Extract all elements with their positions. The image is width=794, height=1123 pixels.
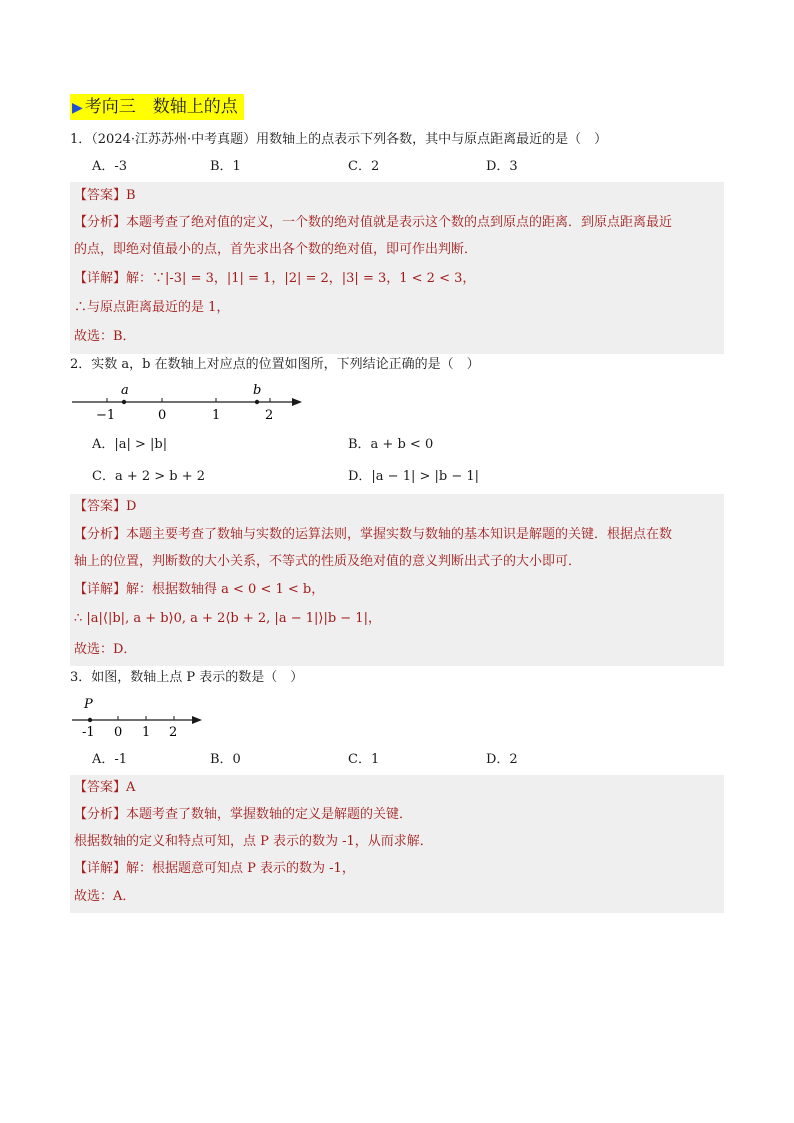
detail-text-3: 故选：D． xyxy=(74,642,137,657)
analysis-text: 本题考查了绝对值的定义，一个数的绝对值就是表示这个数的点到原点的距离．到原点距离最近 xyxy=(126,215,673,230)
analysis-text-cont: 轴上的位置，判断数的大小关系，不等式的性质及绝对值的意义判断出式子的大小即可． xyxy=(74,554,582,569)
tick-label-2: 2 xyxy=(169,725,178,738)
analysis-label: 【分析】 xyxy=(74,527,127,542)
answer-value: D xyxy=(126,499,137,514)
q3-number-line xyxy=(70,692,210,738)
tick-label-neg1: −1 xyxy=(96,408,116,423)
detail-label: 【详解】 xyxy=(74,271,127,286)
q3-option-d: D．2 xyxy=(486,752,518,767)
section-title-text: 考向三 数轴上的点 xyxy=(84,97,238,117)
q2-option-c: C．a + 2 > b + 2 xyxy=(92,469,206,484)
axis-label-b: b xyxy=(253,383,262,398)
answer-label: 【答案】 xyxy=(74,188,127,203)
tick-label-neg1: -1 xyxy=(82,725,95,738)
answer-value: B xyxy=(126,188,136,203)
detail-text: 解：根据数轴得 a < 0 < 1 < b， xyxy=(126,582,325,597)
tick-label-0: 0 xyxy=(158,408,167,423)
q2-number-line xyxy=(70,378,310,424)
detail-text: 解：根据题意可知点 P 表示的数为 -1， xyxy=(126,861,355,876)
play-triangle-icon: ▶ xyxy=(72,100,83,116)
q3-option-a: A．-1 xyxy=(92,752,128,767)
tick-label-1: 1 xyxy=(142,725,151,738)
answer-label: 【答案】 xyxy=(74,499,127,514)
answer-label: 【答案】 xyxy=(74,780,127,795)
detail-label: 【详解】 xyxy=(74,861,127,876)
question-1-stem: 1．（2024·江苏苏州·中考真题）用数轴上的点表示下列各数，其中与原点距离最近的是（ ） xyxy=(70,132,608,147)
section-heading xyxy=(70,94,244,120)
point-label-p: P xyxy=(84,697,93,712)
question-3-stem: 3．如图，数轴上点 P 表示的数是（ ） xyxy=(70,670,304,685)
q2-option-b: B．a + b < 0 xyxy=(348,437,434,452)
q2-option-d: D．|a − 1| > |b − 1| xyxy=(348,469,480,484)
detail-text-3: 故选：B． xyxy=(74,329,136,344)
analysis-text-cont: 根据数轴的定义和特点可知，点 P 表示的数为 -1，从而求解． xyxy=(74,834,433,849)
tick-label-1: 1 xyxy=(212,408,221,423)
detail-text-2: 故选：A． xyxy=(74,889,136,904)
q3-option-b: B．0 xyxy=(210,752,241,767)
q1-option-a: A．-3 xyxy=(92,159,128,174)
axis-label-a: a xyxy=(121,383,129,398)
q3-option-c: C．1 xyxy=(348,752,380,767)
detail-label: 【详解】 xyxy=(74,582,127,597)
analysis-label: 【分析】 xyxy=(74,215,127,230)
detail-text: 解：∵|-3| = 3，|1| = 1，|2| = 2，|3| = 3，1 < 2 < 3， xyxy=(126,271,476,286)
analysis-label: 【分析】 xyxy=(74,807,127,822)
detail-text-2: ∴ |a|⟨|b|, a + b⟩0, a + 2⟨b + 2, |a − 1|⟩|b − 1|， xyxy=(74,611,381,626)
q1-option-d: D．3 xyxy=(486,159,518,174)
q2-option-a: A．|a| > |b| xyxy=(92,437,168,452)
q1-option-b: B．1 xyxy=(210,159,241,174)
question-2-stem: 2．实数 a，b 在数轴上对应点的位置如图所，下列结论正确的是（ ） xyxy=(70,357,480,372)
answer-value: A xyxy=(126,780,136,795)
q1-answer-block xyxy=(70,182,724,354)
tick-label-0: 0 xyxy=(114,725,123,738)
analysis-text: 本题考查了数轴，掌握数轴的定义是解题的关键． xyxy=(126,807,413,822)
q1-option-c: C．2 xyxy=(348,159,380,174)
analysis-text-cont: 的点，即绝对值最小的点，首先求出各个数的绝对值，即可作出判断． xyxy=(74,242,478,257)
detail-text-2: ∴与原点距离最近的是 1， xyxy=(74,300,230,315)
q2-answer-block xyxy=(70,494,724,666)
q3-answer-block xyxy=(70,775,724,913)
analysis-text: 本题主要考查了数轴与实数的运算法则，掌握实数与数轴的基本知识是解题的关键．根据点在数 xyxy=(126,527,673,542)
tick-label-2: 2 xyxy=(265,408,274,423)
